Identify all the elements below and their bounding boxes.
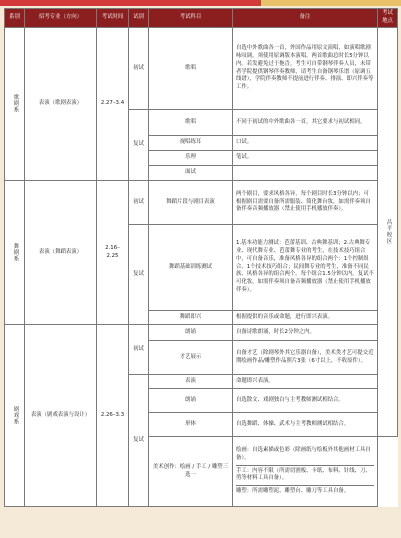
header-subject: 考试科目 (149, 9, 233, 28)
subject-note: 1.基本功能力测试：芭蕾基训、古典舞基训；2.古典舞专业、现代舞专业、芭蕾舞专业的考生，在技术技巧组合中，可自备音乐，准备风格各异的组合两个：1个控制组合，1个技术技巧组合；民间舞专业的考生，准备不同民族、风格各异的组合两个。每个组合1.5分钟以内。复试不可化妆，如需伴奏须自备音频播放器（禁止使用手机播放伴奏）。 (233, 225, 378, 311)
exam-time: 2.27–3.4 (97, 28, 129, 181)
round-name: 复试 (129, 375, 149, 507)
round-name: 初试 (129, 181, 149, 225)
subject-note: 命题即兴表演。 (233, 375, 378, 389)
decor-bar-red (0, 0, 261, 6)
subject-note: 不同于初试的中外歌曲各一首，其它要求与初试相同。 (233, 110, 378, 136)
subject-name: 朗诵 (149, 325, 233, 341)
subject-note: 自备才艺（除剧琴外其它乐器自备），美术类才艺可提交近期绘画作品/雕塑作品照片3张（6寸以上，不收原件）。 (233, 341, 378, 375)
header-time: 考试时间 (97, 9, 129, 28)
art-subject-note (233, 437, 378, 507)
subject-name: 舞蹈基础训练测试 (149, 225, 233, 311)
subject-name: 歌唱 (149, 28, 233, 110)
round-name: 复试 (129, 225, 149, 325)
header-round: 试别 (129, 9, 149, 28)
table-row (5, 28, 398, 110)
header-note: 备注 (233, 9, 378, 28)
subject-note: 根据提供的音乐或命题，进行即兴表演。 (233, 311, 378, 325)
subject-note: 两个剧目，要求风格各异，每个剧目时长3分钟以内；可根据剧目需要自备所需服装、简化舞台妆，如需伴奏须自备伴奏音频播放器（禁止使用手机播放伴奏）。 (233, 181, 378, 225)
subject-name: 视唱练耳 (149, 136, 233, 151)
subject-name: 朗诵 (149, 389, 233, 413)
header-dept: 系别 (5, 9, 25, 28)
art-note-handcraft: 手工：内容不限（所需切割板、卡纸、布料、针线、刀、剪等材料工具自备）。 (236, 468, 374, 487)
round-name: 复试 (129, 110, 149, 181)
dept-name: 剧戏系 (5, 325, 25, 507)
art-note-painting: 绘画：自选素描或色彩（除画纸与绘板外其他画材工具自备）。 (236, 447, 374, 466)
header-major: 招考专业（方向） (25, 9, 97, 28)
art-note-sculpture: 雕塑：所需雕塑泥、雕塑台、雕刀等工具自备。 (236, 488, 350, 495)
subject-note (233, 166, 378, 181)
subject-note: 口试。 (233, 136, 378, 151)
art-subject-name: 美术创作：绘画 / 手工 / 雕塑三选一 (149, 437, 233, 507)
header-location: 考试地点 (378, 9, 398, 28)
table-row (5, 325, 398, 341)
subject-name: 歌唱 (149, 110, 233, 136)
subject-note: 自选中外歌曲各一首，外国作品用原文演唱，如演唱歌剧咏叹调，须使用原调版本演唱。两首歌曲总时长5分钟以内。若发避免过于拖沓。考生可自带钢琴伴奏人员，未带者学院提供钢琴伴奏教师，请考生自备钢琴乐谱（原调五线谱），学院伴奏教师不提前进行伴奏、排演、即兴伴奏等工作。 (233, 28, 378, 110)
dept-name: 舞剧系 (5, 181, 25, 325)
exam-schedule-table (4, 8, 398, 507)
table-row (5, 181, 398, 225)
major-name: 表演（舞蹈表演） (25, 181, 97, 325)
dept-name: 歌剧系 (5, 28, 25, 181)
subject-note: 笔试。 (233, 151, 378, 166)
exam-time: 2.16–2.25 (97, 181, 129, 325)
subject-note: 自选散文、戏剧独白与主考教师测试相结合。 (233, 389, 378, 413)
table-header-row (5, 9, 398, 28)
major-name: 表演（剧戏表演与设计） (25, 325, 97, 507)
subject-name: 面试 (149, 166, 233, 181)
subject-name: 舞蹈片段与剧目表演 (149, 181, 233, 225)
decor-bar-gold (261, 0, 401, 6)
subject-name: 才艺展示 (149, 341, 233, 375)
subject-note: 自备诗歌朗诵，时长2分钟之内。 (233, 325, 378, 341)
subject-name: 舞蹈即兴 (149, 311, 233, 325)
subject-note: 自选舞蹈、体操、武术与主考教师测试相结合。 (233, 413, 378, 437)
subject-name: 表演 (149, 375, 233, 389)
exam-time: 2.26–3.3 (97, 325, 129, 507)
campus-location: 昌平校区 (378, 28, 398, 437)
subject-name: 乐理 (149, 151, 233, 166)
round-name: 初试 (129, 325, 149, 375)
round-name: 初试 (129, 28, 149, 110)
subject-name: 形体 (149, 413, 233, 437)
top-decor-bar (0, 0, 401, 6)
major-name: 表演（歌剧表演） (25, 28, 97, 181)
